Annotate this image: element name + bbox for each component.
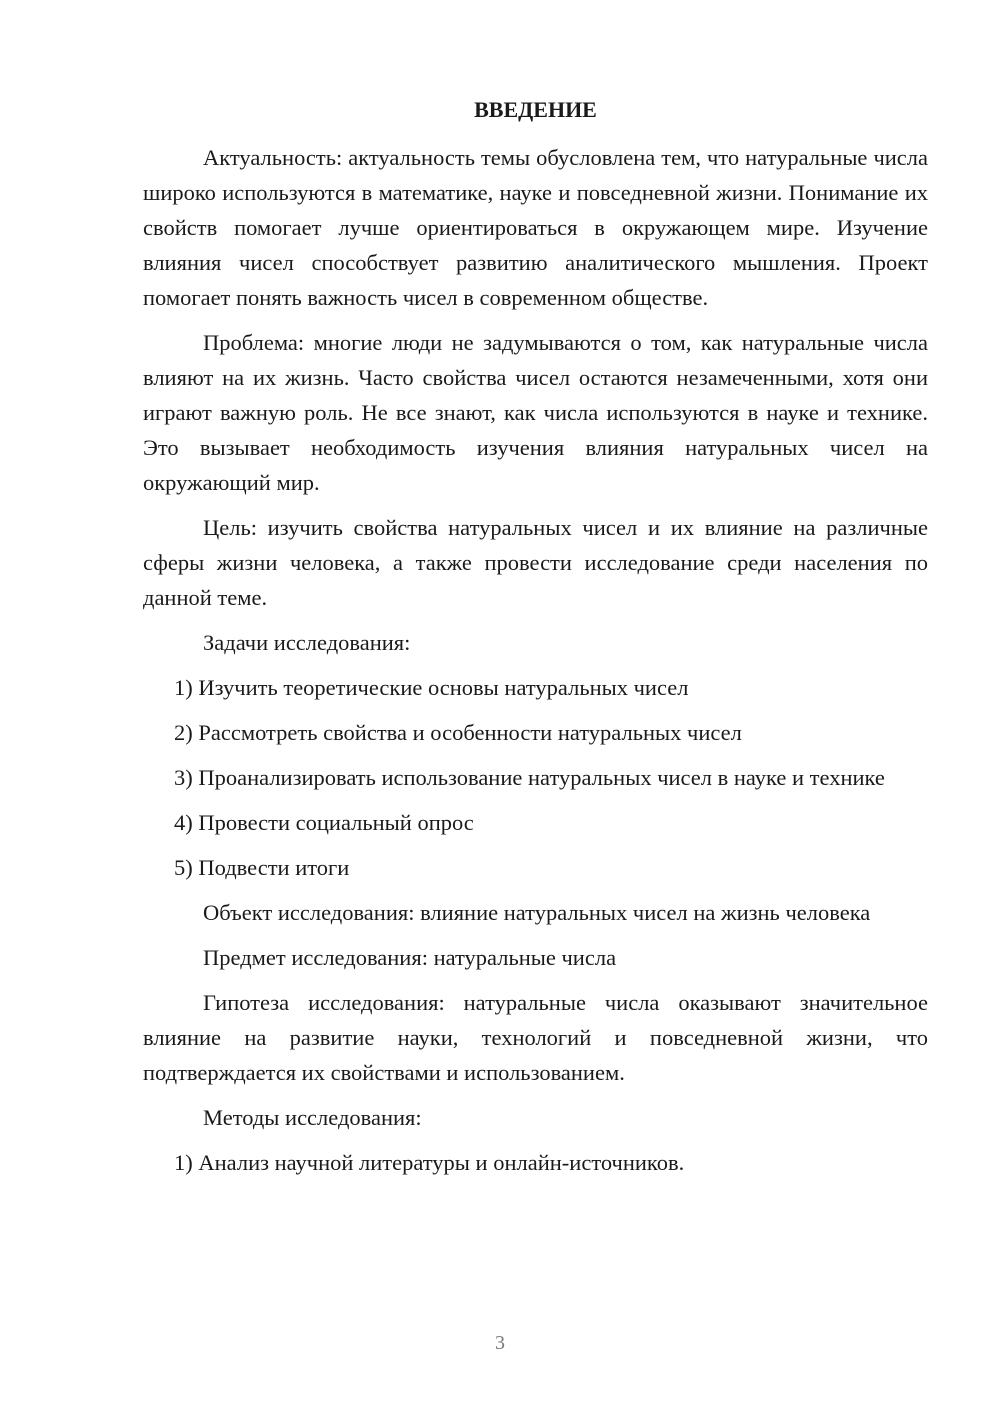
- paragraph-methods-heading: Методы исследования:: [203, 1105, 422, 1130]
- task-item: 3) Проанализировать использование натуральных чисел в науке и технике: [174, 765, 885, 790]
- paragraph-object: Объект исследования: влияние натуральных чисел на жизнь человека: [203, 900, 871, 925]
- method-item: 1) Анализ научной литературы и онлайн-источников.: [174, 1150, 685, 1175]
- page-number: 3: [495, 1332, 505, 1354]
- task-item: 1) Изучить теоретические основы натуральных чисел: [174, 675, 689, 700]
- paragraph-hypothesis: Гипотеза исследования: натуральные числа оказывают значительное влияние на развитие науки, технологий и повседневной жизни, что подтверждается их свойствами и использованием.: [143, 990, 928, 1085]
- paragraph-subject: Предмет исследования: натуральные числа: [203, 945, 617, 970]
- paragraph-tasks-heading: Задачи исследования:: [203, 630, 411, 655]
- task-item: 4) Провести социальный опрос: [174, 810, 474, 835]
- paragraph-problem: Проблема: многие люди не задумываются о том, как натуральные числа влияют на их жизнь. Часто свойства чисел остаются незамеченными, хотя они играют важную роль. Не все знают, как числа используются в науке и технике. Это вызывает необходимость изучения влияния натуральных чисел на окружающий мир.: [143, 330, 928, 495]
- paragraph-relevance: Актуальность: актуальность темы обусловлена тем, что натуральные числа широко используются в математике, науке и повседневной жизни. Понимание их свойств помогает лучше ориентироваться в окружающем мире. Изучение влияния чисел способствует развитию аналитического мышления. Проект помогает понять важность чисел в современном обществе.: [143, 145, 928, 310]
- task-item: 5) Подвести итоги: [174, 855, 350, 880]
- task-item: 2) Рассмотреть свойства и особенности натуральных чисел: [174, 720, 742, 745]
- document-page: [143, 92, 928, 1190]
- section-title: ВВЕДЕНИЕ: [474, 97, 597, 122]
- paragraph-goal: Цель: изучить свойства натуральных чисел и их влияние на различные сферы жизни человека, а также провести исследование среди населения по данной теме.: [143, 515, 928, 610]
